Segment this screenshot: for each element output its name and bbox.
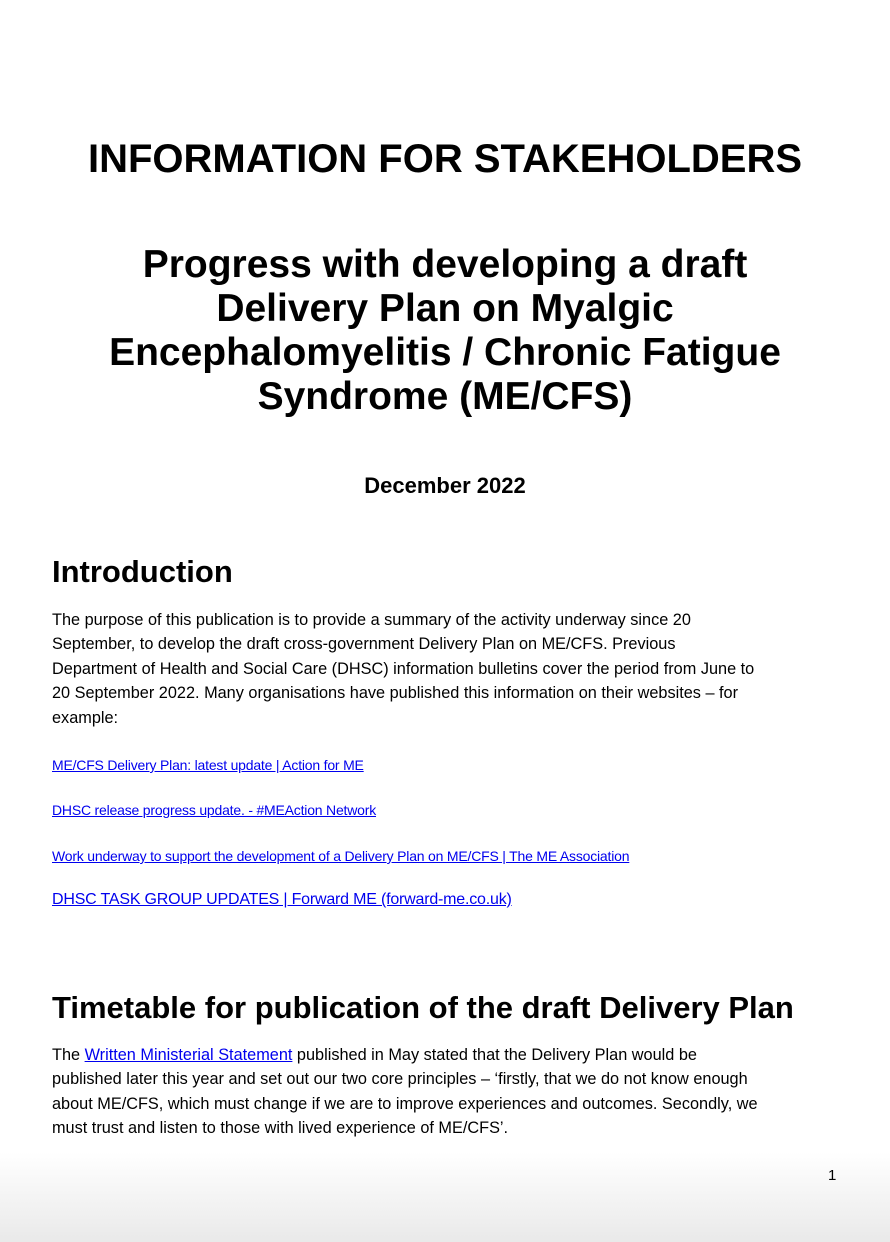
timetable-heading: Timetable for publication of the draft Delivery Plan (52, 990, 794, 1025)
text: The (52, 1046, 85, 1064)
paragraph-line: about ME/CFS, which must change if we are to improve experiences and outcomes. Secondly, we (52, 1094, 758, 1113)
introduction-heading: Introduction (52, 554, 233, 589)
paragraph-line: 20 September 2022. Many organisations have published this information on their websites – for (52, 684, 739, 703)
timetable-paragraph (52, 1043, 758, 1141)
paragraph-line: September, to develop the draft cross-government Delivery Plan on ME/CFS. Previous (52, 635, 676, 654)
link-forward-me[interactable]: DHSC TASK GROUP UPDATES | Forward ME (forward-me.co.uk) (52, 891, 512, 908)
document-title: INFORMATION FOR STAKEHOLDERS (87, 137, 803, 181)
link-me-association[interactable]: Work underway to support the development of a Delivery Plan on ME/CFS | The ME Association (52, 848, 630, 864)
subtitle-line: Delivery Plan on Myalgic (216, 287, 674, 330)
paragraph-line: Department of Health and Social Care (DHSC) information bulletins cover the period from June to (52, 659, 755, 678)
document-date: December 2022 (364, 473, 526, 498)
link-written-ministerial-statement[interactable]: Written Ministerial Statement (84, 1046, 293, 1064)
page-number: 1 (828, 1167, 837, 1184)
paragraph-line: The purpose of this publication is to provide a summary of the activity underway since 20 (52, 611, 691, 629)
subtitle-line: Progress with developing a draft (142, 243, 748, 286)
paragraph-line: example: (52, 708, 119, 727)
paragraph-line: published later this year and set out our two core principles – ‘firstly, that we do not know enough (52, 1070, 748, 1089)
link-action-for-me[interactable]: ME/CFS Delivery Plan: latest update | Action for ME (52, 757, 364, 773)
link-meaction-network[interactable]: DHSC release progress update. - #MEAction Network (52, 802, 377, 818)
introduction-paragraph (52, 608, 754, 730)
subtitle-line: Syndrome (ME/CFS) (257, 375, 633, 418)
text: published in May stated that the Delivery Plan would be (292, 1046, 697, 1064)
paragraph-line: must trust and listen to those with lived experience of ME/CFS’. (52, 1119, 509, 1138)
document-subtitle (0, 243, 890, 419)
page-bottom-shadow (0, 1152, 890, 1242)
subtitle-line: Encephalomyelitis / Chronic Fatigue (109, 331, 781, 374)
paragraph-line (52, 1043, 758, 1067)
